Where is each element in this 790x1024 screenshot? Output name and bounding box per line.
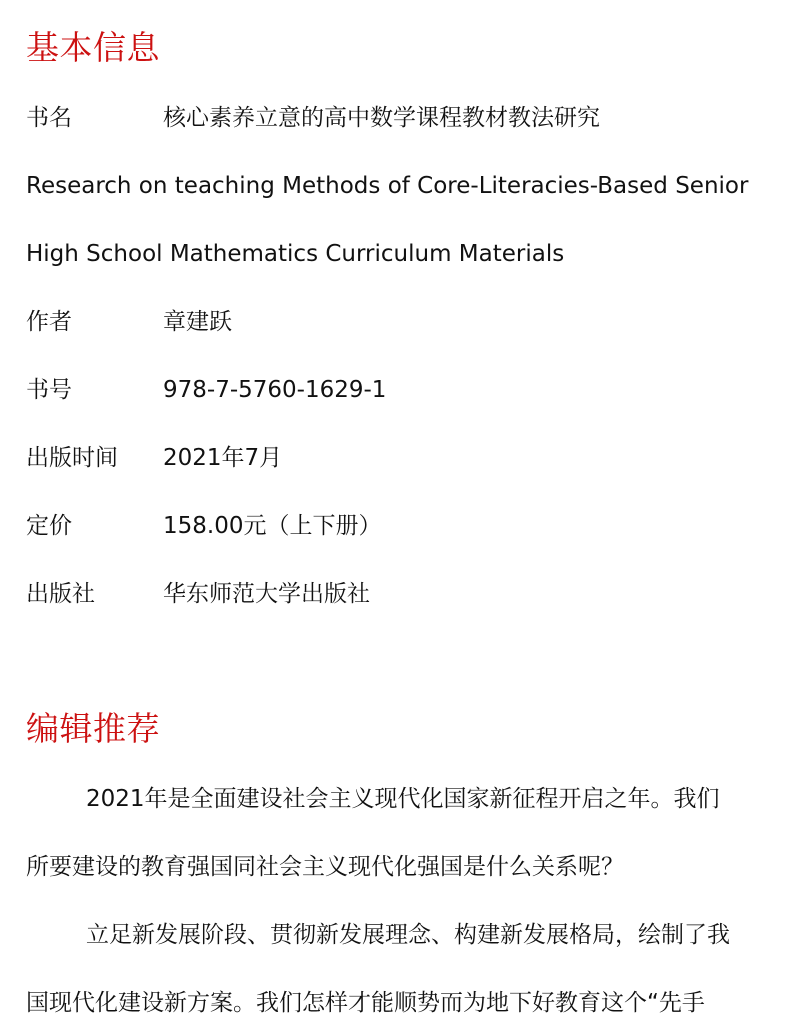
recommendation-line-4: 国现代化建设新方案。我们怎样才能顺势而为地下好教育这个“先手 <box>26 990 705 1016</box>
basic-info-heading: 基本信息 <box>26 28 160 67</box>
english-title-line-1: Research on teaching Methods of Core-Literacies-Based Senior <box>26 173 749 199</box>
book-title-value: 核心素养立意的高中数学课程教材教法研究 <box>163 105 600 131</box>
publish-date-label: 出版时间 <box>26 445 118 471</box>
isbn-row <box>26 373 386 407</box>
book-title-row <box>26 101 600 135</box>
recommendation-line-3: 立足新发展阶段、贯彻新发展理念、构建新发展格局，绘制了我 <box>86 922 730 948</box>
isbn-label: 书号 <box>26 377 72 403</box>
author-value: 章建跃 <box>163 309 232 335</box>
price-value: 158.00元（上下册） <box>163 513 382 539</box>
book-title-label: 书名 <box>26 105 72 131</box>
price-label: 定价 <box>26 513 72 539</box>
author-label: 作者 <box>26 309 72 335</box>
publish-date-value: 2021年7月 <box>163 445 283 471</box>
recommendation-line-1: 2021年是全面建设社会主义现代化国家新征程开启之年。我们 <box>86 786 720 812</box>
price-row <box>26 509 381 543</box>
publisher-label: 出版社 <box>26 581 95 607</box>
recommendation-line-2: 所要建设的教育强国同社会主义现代化强国是什么关系呢？ <box>26 854 624 880</box>
author-row <box>26 305 232 339</box>
recommendation-heading: 编辑推荐 <box>26 709 160 748</box>
publisher-value: 华东师范大学出版社 <box>163 581 370 607</box>
publisher-row <box>26 577 370 611</box>
publish-date-row <box>26 441 282 475</box>
english-title-line-2: High School Mathematics Curriculum Materials <box>26 241 565 267</box>
isbn-value: 978-7-5760-1629-1 <box>163 377 387 403</box>
